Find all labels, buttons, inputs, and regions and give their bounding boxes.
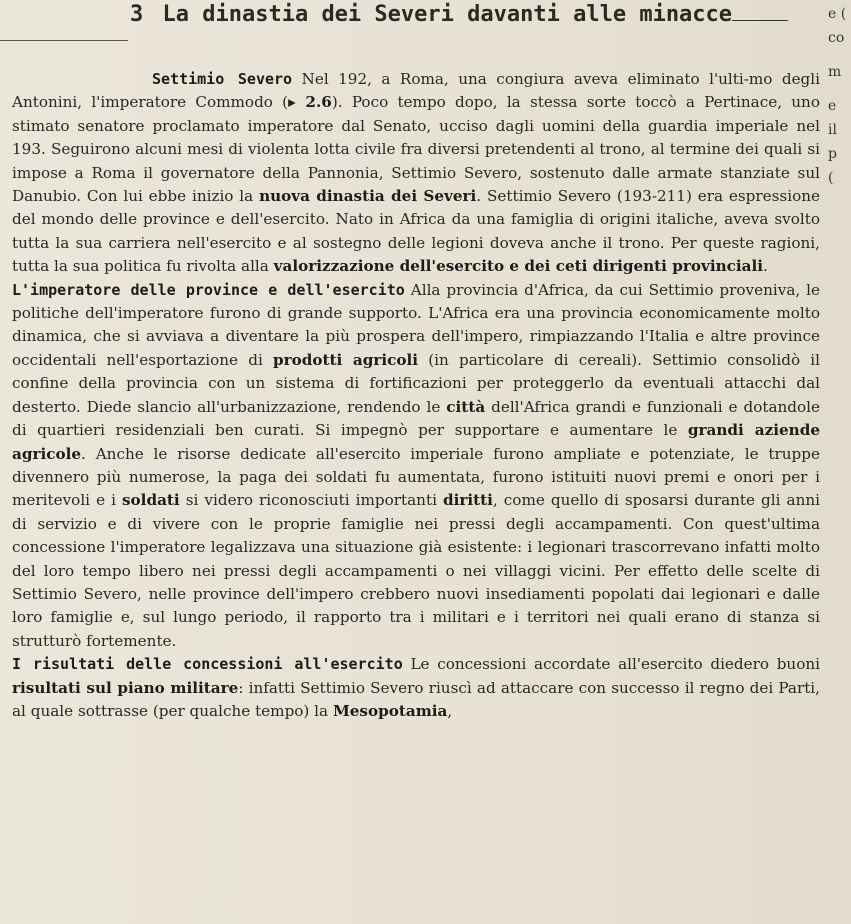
section-number: 3 (130, 2, 144, 27)
text-run: Alla provincia d'Africa, da cui Settimio proveniva, le politiche dell'imperatore furono di grande supporto. L'Africa era una provincia economicamente molto dinamica, che si avviava a diventare la più prospera dell'impero, rimpiazzando l'Italia e altre province occidentali nell'esportazione di (12, 280, 820, 369)
bold-term: città (446, 397, 486, 416)
text-run: Nel 192, a Roma, una congiura aveva eliminato l'ulti-mo degli Antonini, l'imperatore Commodo ( (12, 70, 820, 112)
margin-fragment: p (828, 146, 837, 162)
margin-fragment: e ( (828, 6, 847, 22)
title-rule (0, 40, 128, 41)
paragraph-settimio-severo (12, 68, 820, 279)
text-run: , (447, 701, 453, 720)
bold-term: prodotti agricoli (272, 350, 419, 369)
text-run: : infatti Settimio Severo riuscì ad attaccare con successo il regno dei Parti, al quale sottrasse (per qualche tempo) la (12, 678, 820, 720)
paragraph-imperatore-province (12, 279, 820, 654)
bold-term: soldati (122, 491, 180, 510)
margin-fragment: il (828, 122, 837, 138)
bold-term: diritti (442, 491, 493, 510)
bold-term: nuova dinastia dei Severi (259, 187, 477, 206)
title-underline (732, 2, 788, 21)
section-title-text: La dinastia dei Severi davanti alle minacce (162, 2, 733, 27)
paragraph-lead: L'imperatore delle province e dell'esercito (12, 280, 405, 299)
text-run: . (763, 257, 768, 276)
paragraph-lead: I risultati delle concessioni all'esercito (12, 655, 403, 674)
section-title (130, 2, 770, 27)
right-margin-fragments (822, 0, 851, 924)
bold-term: ▸ 2.6 (288, 93, 332, 112)
bold-term: valorizzazione dell'esercito e dei ceti dirigenti provinciali (273, 257, 764, 276)
text-run: si videro riconosciuti importanti (179, 491, 443, 510)
paragraph-risultati-concessioni (12, 653, 820, 723)
margin-fragment: co (828, 30, 845, 46)
paragraph-body (12, 70, 820, 275)
text-run: dell'Africa grandi e funzionali e dotandole di quartieri residenziali ben curati. Si impegnò per supportare e aumentare le (12, 397, 820, 440)
bold-term: grandi aziende agricole (12, 421, 820, 463)
margin-fragment: m (828, 64, 842, 80)
paragraph-lead: Settimio Severo (152, 70, 293, 88)
text-run: Le concessioni accordate all'esercito diedero buoni (402, 655, 820, 674)
text-run: . Settimio Severo (193-211) era espressione del mondo delle province e dell'esercito. Nato in Africa da una famiglia di origini italiche, aveva svolto tutta la sua carriera nell'esercito e al sostegno delle legioni doveva anche il trono. Per queste ragioni, tutta la sua politica fu rivolta alla (12, 187, 820, 276)
text-run: . Anche le risorse dedicate all'esercito imperiale furono ampliate e potenziate, le truppe divennero più numerose, la paga dei soldati fu aumentata, furono istituiti nuovi premi e onori per i meritevoli e i (12, 444, 820, 510)
text-run: (in particolare di cereali). Settimio consolidò il confine della provincia con un sistema di fortificazioni per proteggerlo da eventuali attacchi dal desterto. Diede slancio all'urbanizzazione, rendendo le (12, 350, 820, 416)
margin-fragment: ( (828, 170, 834, 186)
bold-term: Mesopotamia (332, 701, 448, 720)
bold-term: risultati sul piano militare (12, 678, 239, 697)
body-text (12, 68, 820, 723)
paragraph-body (12, 281, 820, 650)
margin-fragment: e (828, 98, 837, 114)
text-run: ). Poco tempo dopo, la stessa sorte toccò a Pertinace, uno stimato senatore proclamato imperatore dal Senato, ucciso dagli uomini della guardia imperiale nel 193. Seguirono alcuni mesi di violenta lotta civile fra diversi pretendenti al trono, al termine dei quali si impose a Roma il governatore della Pannonia, Settimio Severo, sostenuto dalle armate stanziate sul Danubio. Con lui ebbe inizio la (12, 93, 820, 206)
text-run: , come quello di sposarsi durante gli anni di servizio e di vivere con le proprie famiglie nei pressi degli accampamenti. Con quest'ultima concessione l'imperatore legalizzava una situazione già esistente: i legionari trascorrevano infatti molto del loro tempo libero nei pressi degli accampamenti o nei villaggi vicini. Per effetto delle scelte di Settimio Severo, nelle province dell'impero crebbero nuovi insediamenti popolati dai legionari e dalle loro famiglie e, sul lungo periodo, il rapporto tra i militari e i territori nei quali erano di stanza si strutturò fortemente. (12, 491, 820, 650)
